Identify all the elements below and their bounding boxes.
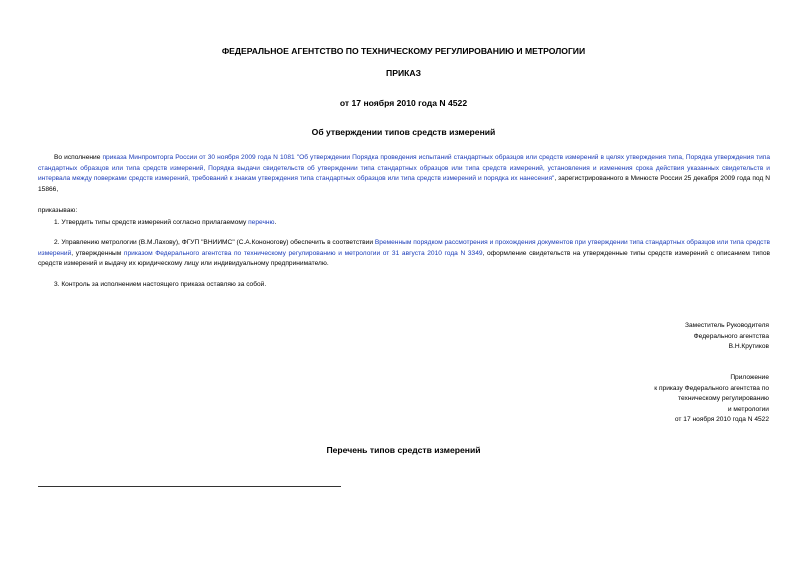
appendix-line-5: от 17 ноября 2010 года N 4522 (674, 416, 769, 423)
doc-type-heading: ПРИКАЗ (386, 68, 421, 78)
preamble-text-2: , зарегистрированного в Минюсте России 25 декабря 2009 года под N 15866, (38, 175, 770, 193)
document-title: Об утверждении типов средств измерений (311, 127, 496, 137)
item2-text-2: , утвержденным (71, 249, 124, 257)
appendix-line-1: Приложение (730, 374, 769, 381)
appendix-line-3: техническому регулированию (678, 395, 769, 402)
temporary-procedure-link[interactable]: Временным порядком рассмотрения и прохождения документов при утверждении типа стандартных образцов или типа средств измерений (38, 239, 770, 257)
divider-line (38, 486, 341, 487)
paragraph-order-word: приказываю: (38, 207, 78, 214)
item2-text-3: , оформление свидетельств на утвержденные типы средств измерений с описанием типов средств измерений и выдачу их юридическому лицу или индивидуальному предпринимателю. (38, 249, 770, 267)
signature-line-2: Федерального агентства (693, 332, 769, 340)
paragraph-item-1 (38, 218, 770, 229)
preamble-text-1: Во исполнение (54, 154, 103, 161)
paragraph-preamble (38, 153, 770, 195)
signature-block (685, 321, 769, 353)
item2-text-1: 2. Управлению метрологии (В.М.Лахову), ФГУП "ВНИИМС" (С.А.Кононогову) обеспечить в соответствии (54, 239, 375, 246)
item1-text-2: . (274, 219, 277, 226)
order-link-1081[interactable]: приказа Минпромторга России от 30 ноября 2009 года N 1081 "Об утверждении Порядка проведения испытаний стандартных образцов или средств измерений в целях утверждения типа, Порядка утверждения типа стандартных образцов или типа средств измерений, Порядка выдачи свидетельств об утверждении типа стандартных образцов или типа средств измерений, установления и изменения срока действия указанных свидетельств и интервала между поверками средств измерений, требований к знакам утверждения типа стандартных образцов или типа средств измерений и порядка их нанесения" (38, 154, 771, 182)
agency-heading: ФЕДЕРАЛЬНОЕ АГЕНТСТВО ПО ТЕХНИЧЕСКОМУ РЕГУЛИРОВАНИЮ И МЕТРОЛОГИИ (221, 46, 586, 56)
paragraph-item-3: 3. Контроль за исполнением настоящего приказа оставляю за собой. (54, 281, 267, 288)
appendix-line-2: к приказу Федерального агентства по (654, 384, 769, 392)
signature-line-1: Заместитель Руководителя (685, 322, 769, 329)
order-link-3349[interactable]: приказом Федерального агентства по техническому регулированию и метрологии от 31 августа 2010 года N 3349 (123, 249, 483, 257)
list-title: Перечень типов средств измерений (326, 445, 481, 455)
paragraph-item-2 (38, 238, 770, 270)
signature-line-3: В.Н.Крутиков (728, 343, 769, 350)
appendix-line-4: и метрологии (727, 405, 769, 413)
appendix-block (654, 373, 769, 426)
date-number-heading: от 17 ноября 2010 года N 4522 (339, 98, 468, 108)
item1-text-1: 1. Утвердить типы средств измерений согласно прилагаемому (54, 219, 249, 226)
list-link[interactable]: перечню (248, 219, 275, 226)
